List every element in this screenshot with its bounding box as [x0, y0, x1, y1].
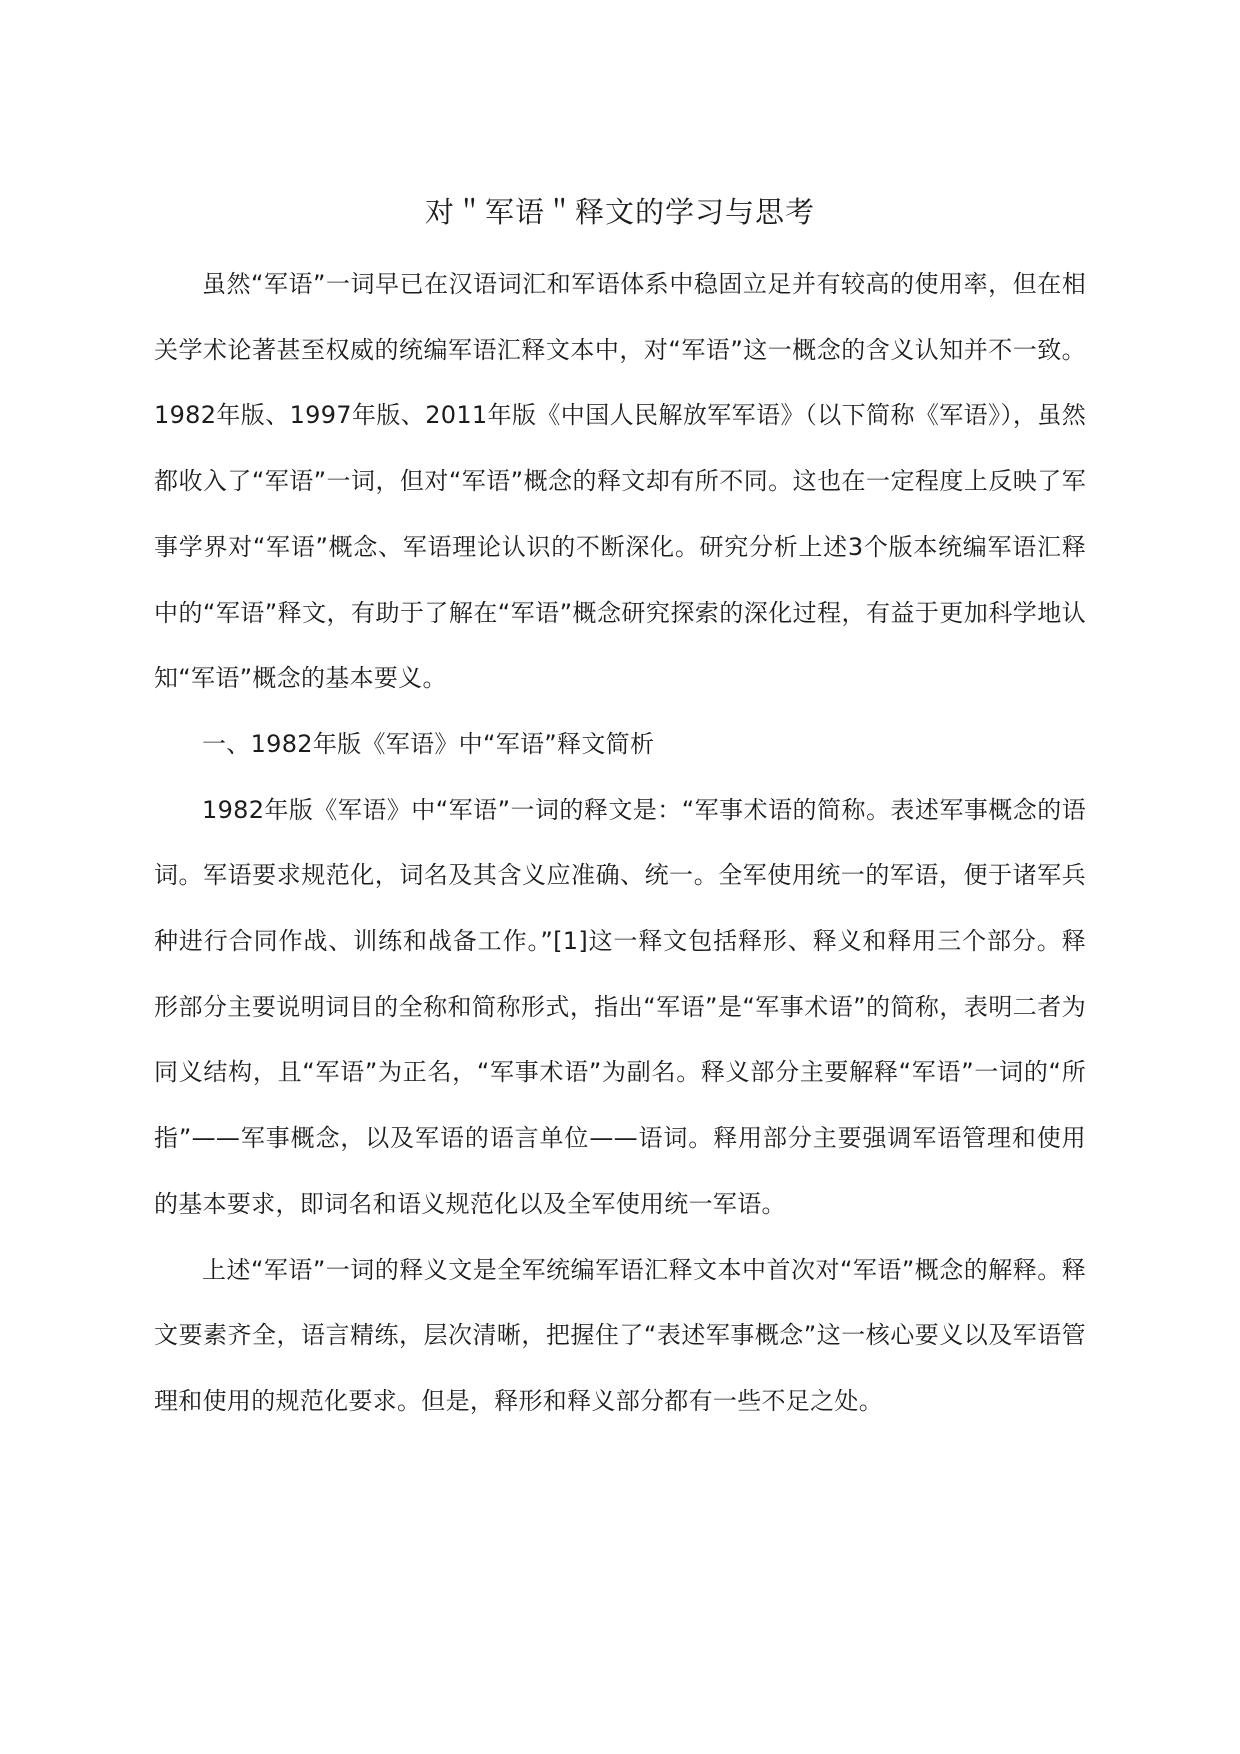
body-paragraph: 上述“军语”一词的释义文是全军统编军语汇释文本中首次对“军语”概念的解释。释文要素齐全，语言精练，层次清晰，把握住了“表述军事概念”这一核心要义以及军语管理和使用的规范化要求。但是，释形和释义部分都有一些不足之处。: [154, 1255, 1086, 1415]
document-title: 对＂军语＂释文的学习与思考: [424, 195, 815, 229]
body-paragraph: 1982年版《军语》中“军语”一词的释文是：“军事术语的简称。表述军事概念的语词。军语要求规范化，词名及其含义应准确、统一。全军使用统一的军语，便于诸军兵种进行合同作战、训练和战备工作。”[1]这一释文包括释形、释义和释用三个部分。释形部分主要说明词目的全称和简称形式，指出“军语”是“军事术语”的简称，表明二者为同义结构，且“军语”为正名，“军事术语”为副名。释义部分主要解释“军语”一词的“所指”——军事概念，以及军语的语言单位——语词。释用部分主要强调军语管理和使用的基本要求，即词名和语义规范化以及全军使用统一军语。: [154, 795, 1086, 1218]
document-body: [154, 186, 1086, 1435]
intro-paragraph: 虽然“军语”一词早已在汉语词汇和军语体系中稳固立足并有较高的使用率，但在相关学术论著甚至权威的统编军语汇释文本中，对“军语”这一概念的含义认知并不一致。1982年版、1997年版、2011年版《中国人民解放军军语》（以下简称《军语》），虽然都收入了“军语”一词，但对“军语”概念的释文却有所不同。这也在一定程度上反映了军事学界对“军语”概念、军语理论认识的不断深化。研究分析上述3个版本统编军语汇释中的“军语”释文，有助于了解在“军语”概念研究探索的深化过程，有益于更加科学地认知“军语”概念的基本要义。: [154, 270, 1086, 693]
section-heading: 一、1982年版《军语》中“军语”释文简析: [202, 729, 655, 758]
